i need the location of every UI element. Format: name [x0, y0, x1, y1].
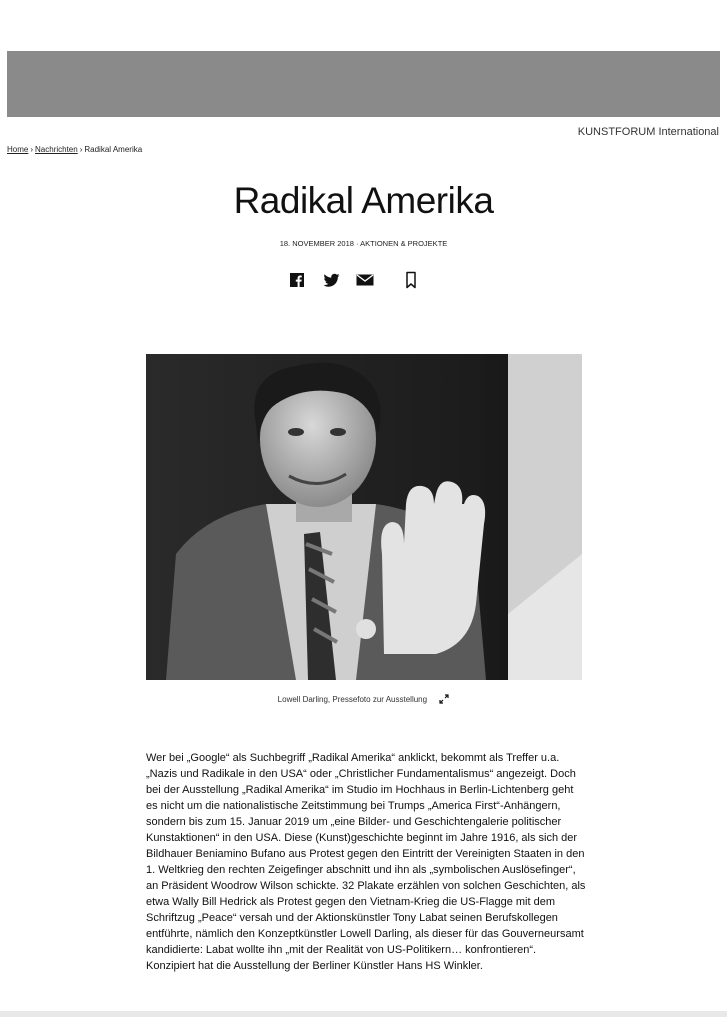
- share-bar: [287, 270, 421, 290]
- caption-text: Lowell Darling, Pressefoto zur Ausstellung: [277, 695, 428, 705]
- article-photo[interactable]: [146, 354, 582, 680]
- article-body: Wer bei „Google“ als Suchbegriff „Radikal Amerika“ anklickt, bekommt als Treffer u.a. „Nazis und Radikale in den USA“ oder „Christlicher Fundamentalismus“ angezeigt. Doch bei der Ausstellung „Radikal Amerika“ im Studio im Hochhaus in Berlin-Lichtenberg geht es nicht um die nationalistische Zeitstimmung bei Trumps „America First“-Anhängern, sondern bis zum 15. Januar 2019 um „eine Bilder- und Geschichtengalerie politischer Kunstaktionen“ in den USA. Diese (Kunst)geschichte beginnt im Jahre 1916, als sich der Bildhauer Beniamino Bufano aus Protest gegen den Eintritt der Vereinigten Staaten in den 1. Weltkrieg den rechten Zeigefinger abschnitt und ihn als „symbolischen Auslösefinger“, an Präsident Woodrow Wilson schickte. 32 Plakate erzählen von solchen Geschichten, als etwa Wally Bill Hedrick als Protest gegen den Vietnam-Krieg die US-Flagge mit dem Schriftzug „Peace“ versah und der Aktionskünstler Tony Labat seinen Berufskollegen entführte, nämlich den Konzeptkünstler Lowell Darling, als dieser für das Gouverneursamt kandidierte: Labat wollte ihn „mit der Realität von US-Politikern… konfrontieren“. Konzipiert hat die Ausstellung der Berliner Künstler Hans HS Winkler.: [146, 752, 586, 972]
- breadcrumb-separator: ›: [79, 145, 83, 154]
- breadcrumb-home-link[interactable]: Home: [7, 145, 29, 154]
- page-title: Radikal Amerika: [233, 180, 494, 221]
- site-brand[interactable]: KUNSTFORUM International: [577, 126, 719, 138]
- breadcrumb-separator: ›: [30, 145, 34, 154]
- facebook-icon[interactable]: [287, 270, 307, 290]
- portrait-illustration: [146, 354, 582, 680]
- email-icon[interactable]: [355, 270, 375, 290]
- ad-banner[interactable]: [7, 51, 720, 117]
- expand-icon[interactable]: [439, 694, 449, 706]
- article-meta: 18. NOVEMBER 2018 · AKTIONEN & PROJEKTE: [279, 239, 448, 248]
- breadcrumb-current: Radikal Amerika: [84, 145, 143, 154]
- breadcrumb-section-link[interactable]: Nachrichten: [35, 145, 78, 154]
- bookmark-icon[interactable]: [401, 270, 421, 290]
- image-caption: [0, 694, 727, 706]
- breadcrumb: [7, 145, 142, 154]
- footer-divider: [0, 1011, 727, 1017]
- twitter-icon[interactable]: [321, 270, 341, 290]
